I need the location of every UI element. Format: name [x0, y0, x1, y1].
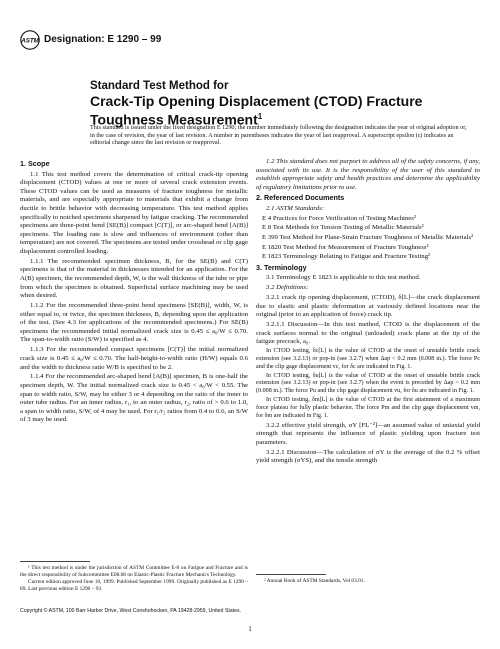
reference-item: E 399 Test Method for Plane-Strain Fracture Toughness of Metallic Materials² — [262, 234, 474, 242]
paragraph-3-2-1-1: 3.2.1.1 Discussion—In this test method, CTOD is the displacement of the crack surfaces normal to the original (unloaded) crack plane at the tip of the fatigue precrack, a₀. — [256, 321, 480, 346]
right-column — [256, 158, 480, 467]
referenced-standards-label: 2.1 ASTM Standards: — [266, 204, 324, 212]
reference-item: E 8 Test Methods for Tension Testing of Metallic Materials² — [262, 224, 424, 232]
astm-logo-icon — [20, 30, 40, 50]
title-line-3-text: Toughness Measurement — [90, 111, 258, 128]
designation: Designation: E 1290 – 99 — [44, 34, 162, 45]
title-block — [90, 80, 470, 128]
section-heading-terminology: 3. Terminology — [256, 262, 307, 272]
paragraph-1-1-3: 1.1.3 For the recommended compact specimens [C(T)] the initial normalized crack size is 0.45 ≤ a₀/W ≤ 0.70. The half-height-to-width ratio (H/W) equals 0.6 and the width to thickness ratio W/B is specified to be 2. — [20, 346, 248, 371]
paragraph-3-2: 3.2 Definitions: — [266, 284, 309, 292]
paragraph-3-2-2-1: 3.2.2.1 Discussion—The calculation of σY is the average of the 0.2 % offset yield strength (σYS), and the tensile strength — [256, 448, 480, 465]
paragraph-3-2-1: 3.2.1 crack tip opening displacement, (CTOD), δ[L]—the crack displacement due to elastic and plastic deformation at variously defined locations near the original (prior to an application of force) crack tip. — [256, 294, 480, 319]
paragraph-3-2-2: 3.2.2 effective yield strength, σY [FL⁻²]—an assumed value of uniaxial yield strength that represents the influence of plastic yielding upon fracture test parameters. — [256, 421, 480, 446]
copyright-line: Copyright © ASTM, 100 Barr Harbor Drive, West Conshohocken, PA 19428-2959, United States. — [20, 608, 242, 614]
left-column — [20, 158, 248, 426]
paragraph-1-1-4: 1.1.4 For the recommended arc-shaped bend [A(B)] specimen, B is one-half the specimen depth, W. The initial normalized crack size is 0.45 < a₀/W < 0.55. The span to width ratio, S/W, may be either 3 or 4 depending on the ratio of the inner to outer tube radius. For an inner radius, r₁, to an outer radius, r₂, ratio of > 0.6 to 1.0, a span to width ratio, S/W, of 4 may be used. For r₁/r₂ ratios from 0.4 to 0.6, an S/W of 3 may be used. — [20, 373, 248, 424]
page-number: 1 — [248, 625, 252, 633]
note-delta-u: In CTOD testing, δu[L] is the value of CTOD at the onset of unstable brittle crack extension (see 3.2.13) or pop-in (see 3.2.7) when the event is preceded by Δap > 0.2 mm (0.008 in.). The force Pu and the clip gage displacement vu, for δu are indicated in Fig. 1. — [256, 372, 480, 395]
note-delta-c: In CTOD testing, δc[L] is the value of CTOD at the onset of unstable brittle crack extension (see 3.2.13) or pop-in (see 3.2.7) when Δap < 0.2 mm (0.008 in.). The force Pc and the clip gage displacement vc, for δc are indicated in Fig. 1. — [256, 348, 480, 370]
footnote-left — [20, 565, 248, 593]
note-delta-m: In CTOD testing, δm[L] is the value of CTOD at the first attainment of a maximum force plateau for fully plastic behavior. The force Pm and the clip gage displacement vm, for δm are indicated in Fig. 1. — [256, 397, 480, 419]
footnote-rule-right — [256, 574, 326, 575]
section-heading-scope: 1. Scope — [20, 159, 50, 168]
paragraph-3-1: 3.1 Terminology E 1823 is applicable to this test method. — [266, 274, 421, 282]
reference-item: E 1820 Test Method for Measurement of Fracture Toughness² — [262, 243, 429, 251]
footnote-1-edition: Current edition approved June 10, 1999. Published September 1999. Originally published as E 1290 – 89. Last previous edition E 1290 – 93. — [20, 579, 248, 592]
reference-item: E 1823 Terminology Relating to Fatigue and Fracture Testing² — [262, 253, 431, 261]
paragraph-1-1-1: 1.1.1 The recommended specimen thickness, B, for the SE(B) and C(T) specimens is that of the material in thicknesses intended for an application. For the A(B) specimen, the recommended depth, W, is the wall thickness of the tube or pipe from which the specimen is obtained. Superficial surface machining may be used when desired. — [20, 257, 248, 300]
reference-item: E 4 Practices for Force Verification of Testing Machines² — [262, 214, 416, 222]
paragraph-1-1: 1.1 This test method covers the determination of critical crack-tip opening displacement (CTOD) values at one or more of several crack extension events. These CTOD values can be used as measures of fracture toughness for metallic materials, and are especially appropriate to materials that exhibit a change from ductile to brittle behavior with decreasing temperature. This test method applies specifically to notched specimens sharpened by fatigue cracking. The recommended specimens are three-point bend [SE(B)] compact [C(T)], or arc-shaped bend [A(B)] specimens. The loading rate is slow and influences of environment (other than temperature) are not covered. The specimens are tested under crosshead or clip gage displacement controlled loading. — [20, 170, 248, 255]
title-line-1: Standard Test Method for — [90, 80, 229, 92]
footnote-2: ² Annual Book of ASTM Standards, Vol 03.01. — [264, 578, 365, 584]
issuance-note: This standard is issued under the fixed designation E 1290; the number immediately following the designation indicates the year of original adoption or, in the case of revision, the year of last revision. A number in parentheses indicates the year of last reapproval. A superscript epsilon (ε) indicates an editorial change since the last revision or reapproval. — [90, 124, 467, 147]
paragraph-1-2: 1.2 This standard does not purport to address all of the safety concerns, if any, associated with its use. It is the responsibility of the user of this standard to establish appropriate safety and health practices and determine the applicability of regulatory limitations prior to use. — [256, 158, 480, 191]
section-heading-referenced-documents: 2. Referenced Documents — [256, 193, 345, 203]
footnote-right — [256, 578, 480, 586]
logo-text: ASTM — [21, 37, 39, 45]
paragraph-1-1-2: 1.1.2 For the recommended three-point bend specimens [SE(B)], width, W, is either equal to, or twice, the specimen thickness, B, depending upon the application of the test. (See 4.3 for applications of the recommended specimens.) For SE(B) specimens the recommended initial normalized crack size is 0.45 ≤ a₀/W ≤ 0.70. The span-to-width ratio (S/W) is specified as 4. — [20, 302, 248, 344]
footnote-rule-left — [20, 561, 90, 562]
title-superscript: 1 — [257, 112, 263, 121]
title-line-2: Crack-Tip Opening Displacement (CTOD) Fracture — [90, 93, 423, 109]
footnote-1: ¹ This test method is under the jurisdiction of ASTM Committee E-8 on Fatigue and Fracture and is the direct responsibility of Subcommittee E08.08 on Elastic-Plastic Fracture Mechanics Technology. — [20, 565, 248, 578]
